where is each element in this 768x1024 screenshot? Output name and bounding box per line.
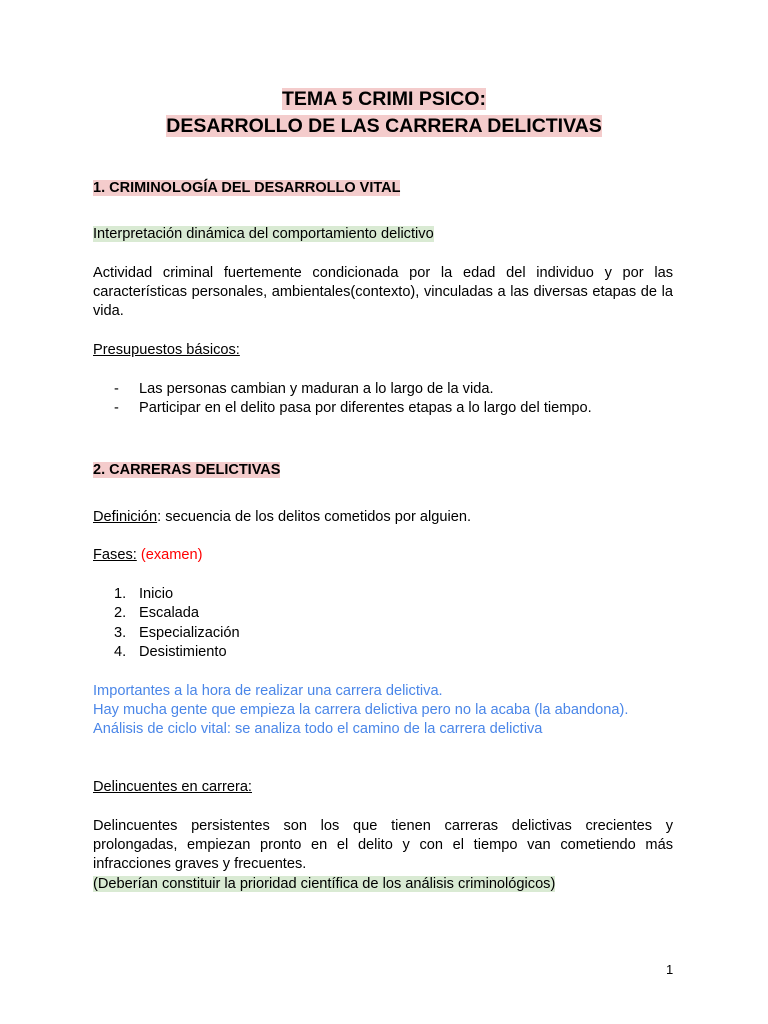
blue-notes [93,682,673,740]
delincuentes-label: Delincuentes en carrera: [93,779,252,795]
list-item [93,399,673,418]
definition-text: : secuencia de los delitos cometidos por alguien. [157,509,472,525]
list-item-text: Especialización [139,624,240,641]
section-1-label [93,341,673,360]
section-2-highlight [93,875,673,894]
title-line-1-text: TEMA 5 CRIMI PSICO: [281,88,487,110]
highlight-text: (Deberían constituir la prioridad científica de los análisis criminológicos) [93,876,556,892]
section-1-heading-text: 1. CRIMINOLOGÍA DEL DESARROLLO VITAL [93,180,401,196]
list-number: 3. [114,624,127,641]
list-item [93,624,673,643]
list-number: 2. [114,605,127,622]
title-line-2-text: DESARROLLO DE LAS CARRERA DELICTIVAS [166,115,602,137]
section-1-paragraph: Actividad criminal fuertemente condicionada por la edad del individuo y por las características personales, ambientales(contexto), vinculadas a las diversas etapas de la vida. [93,265,673,320]
definition-line [93,508,673,527]
list-item [93,643,673,662]
title-line-1 [0,87,768,111]
bullet-marker: - [114,381,119,397]
list-item [93,585,673,604]
section-1-heading [93,179,400,198]
section-2-heading [93,461,280,480]
delincuentes-subheading [93,778,673,797]
section-1-bullet-list [93,380,673,419]
section-2-heading-text: 2. CARRERAS DELICTIVAS [93,462,281,478]
note-line: Hay mucha gente que empieza la carrera delictiva pero no la acaba (la abandona). [93,702,629,719]
list-item [93,380,673,399]
definition-label: Definición [93,509,158,525]
section-2-paragraph: Delincuentes persistentes son los que tienen carreras delictivas crecientes y prolongadas, empiezan pronto en el delito y con el tiempo van cometiendo más infracciones graves y frecuentes. [93,818,673,873]
list-item-text: Participar en el delito pasa por diferentes etapas a lo largo del tiempo. [139,400,592,417]
section-1-subtitle [93,225,673,244]
list-item-text: Inicio [139,586,174,602]
note-line: Importantes a la hora de realizar una carrera delictiva. [93,683,443,699]
phases-list [93,585,673,662]
list-item [93,604,673,623]
list-item-text: Escalada [139,605,200,622]
presupuestos-label: Presupuestos básicos: [93,342,240,358]
list-number: 1. [114,586,127,602]
note-line: Análisis de ciclo vital: se analiza todo el camino de la carrera delictiva [93,721,543,738]
phases-line [93,546,673,565]
list-number: 4. [114,643,127,660]
page-number: 1 [666,962,674,977]
phases-label: Fases: [93,547,137,563]
title-line-2 [0,114,768,138]
list-item-text: Desistimiento [139,643,227,660]
section-1-subtitle-text: Interpretación dinámica del comportamiento delictivo [93,226,434,242]
list-item-text: Las personas cambian y maduran a lo largo de la vida. [139,381,494,397]
bullet-marker: - [114,400,119,417]
phases-exam-note: (examen) [140,547,203,563]
